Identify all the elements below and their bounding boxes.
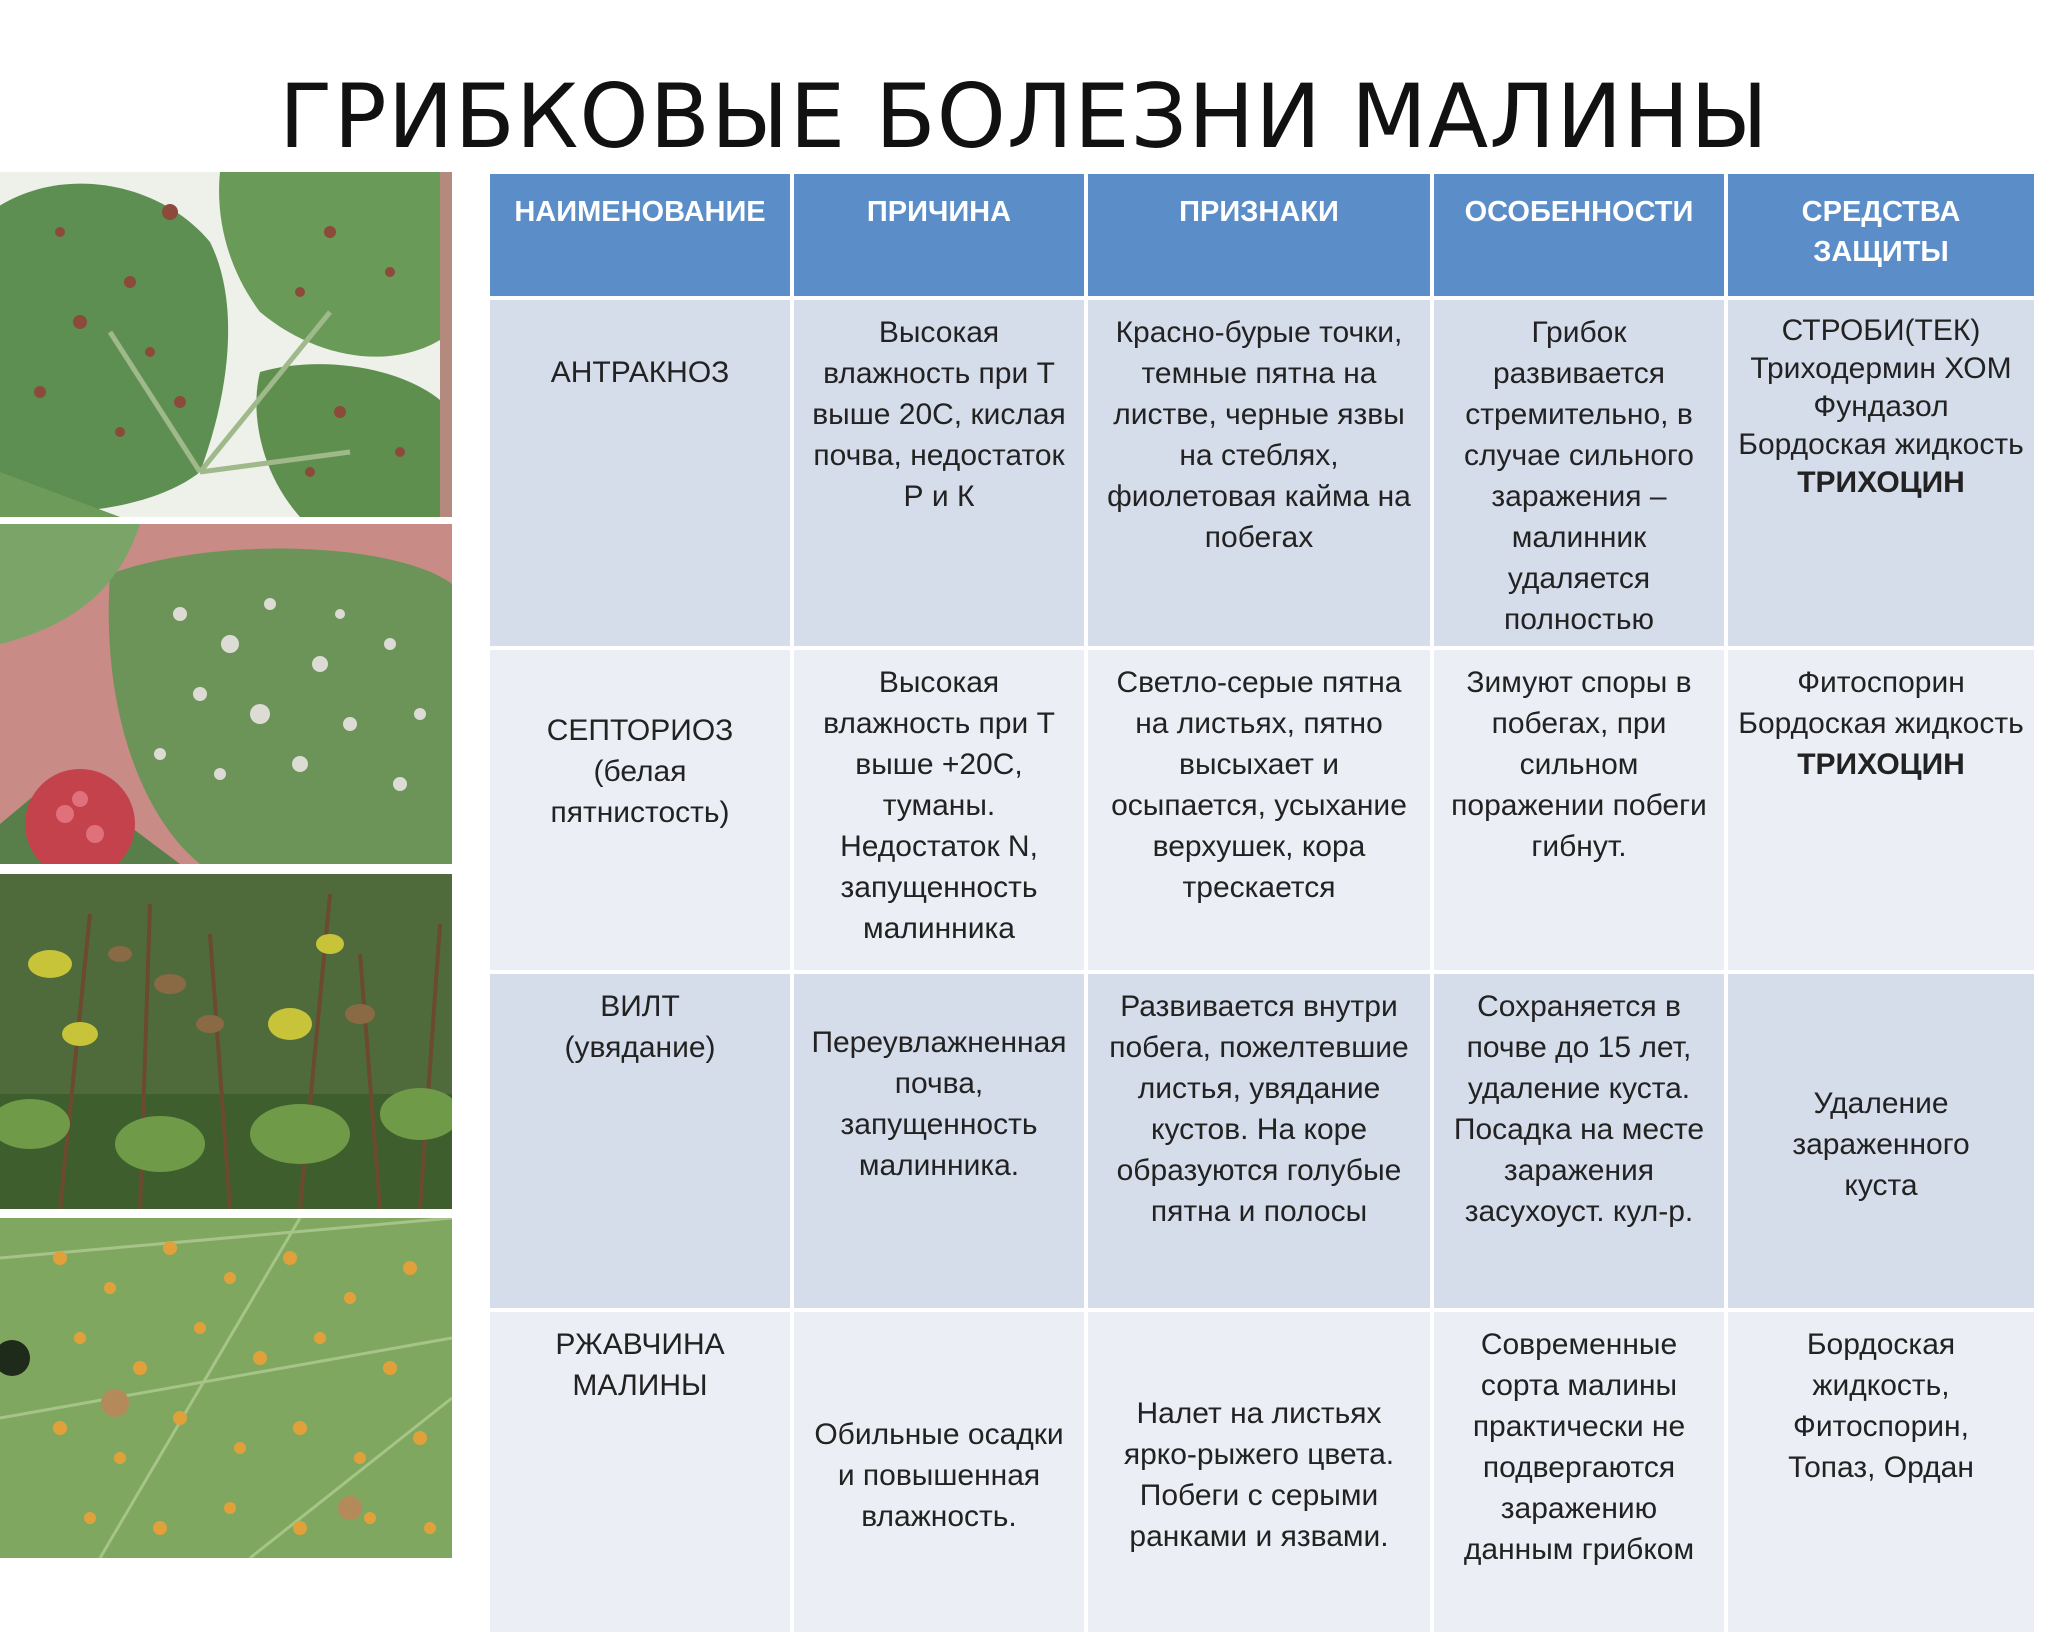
- protection-item: куста: [1844, 1168, 1918, 1202]
- signs-cell: Светло-серые пятна на листьях, пятно высыхает и осыпается, усыхание верхушек, кора трескается: [1088, 650, 1430, 970]
- rust-photo: [0, 1218, 452, 1558]
- protection-item: Топаз, Ордан: [1788, 1451, 1974, 1484]
- cause-cell: Обильные осадки и повышенная влажность.: [794, 1312, 1084, 1632]
- disease-name: МАЛИНЫ: [572, 1369, 708, 1402]
- protection-item: зараженного: [1792, 1127, 1970, 1161]
- disease-name: ВИЛТ: [600, 990, 680, 1023]
- signs-cell: Налет на листьях ярко-рыжего цвета. Побеги с серыми ранками и язвами.: [1088, 1312, 1430, 1632]
- protection-item: Триходермин ХОМ: [1750, 352, 2012, 385]
- column-header-signs: ПРИЗНАКИ: [1088, 174, 1430, 296]
- signs-cell: Красно-бурые точки, темные пятна на листве, черные язвы на стеблях, фиолетовая кайма на побегах: [1088, 300, 1430, 646]
- protection-cell: [1728, 300, 2034, 646]
- wilt-photo: [0, 874, 452, 1209]
- features-cell: Грибок развивается стремительно, в случае сильного заражения – малинник удаляется полностью: [1434, 300, 1724, 646]
- protection-item: Бордоская жидкость: [1738, 428, 2024, 461]
- features-cell: Зимуют споры в побегах, при сильном поражении побеги гибнут.: [1434, 650, 1724, 970]
- anthracnose-photo: [0, 172, 452, 517]
- features-cell: Сохраняется в почве до 15 лет, удаление куста. Посадка на месте заражения засухоуст. кул-р.: [1434, 974, 1724, 1308]
- cause-cell: Высокая влажность при Т выше +20С, туманы. Недостаток N, запущенность малинника: [794, 650, 1084, 970]
- septoria-photo: [0, 524, 452, 864]
- protection-cell: [1728, 1312, 2034, 1632]
- table-row: [490, 650, 2034, 970]
- table-row: [490, 974, 2034, 1308]
- disease-name: РЖАВЧИНА: [555, 1328, 725, 1361]
- table-header-row: [490, 174, 2034, 296]
- disease-name-cell: [490, 1312, 790, 1632]
- protection-item: СТРОБИ(ТЕК): [1781, 314, 1981, 347]
- disease-name: СЕПТОРИОЗ: [546, 714, 734, 747]
- protection-item: жидкость,: [1812, 1369, 1950, 1402]
- cause-cell: Высокая влажность при Т выше 20С, кислая почва, недостаток Р и К: [794, 300, 1084, 646]
- disease-name: АНТРАКНОЗ: [550, 356, 730, 389]
- protection-cell: [1728, 650, 2034, 970]
- disease-name-cell: [490, 300, 790, 646]
- page-title: ГРИБКОВЫЕ БОЛЕЗНИ МАЛИНЫ: [278, 65, 1769, 168]
- features-cell: Современные сорта малины практически не подвергаются заражению данным грибком: [1434, 1312, 1724, 1632]
- disease-name-cell: [490, 974, 790, 1308]
- table-row: [490, 1312, 2034, 1632]
- column-header-cause: ПРИЧИНА: [794, 174, 1084, 296]
- disease-name-cell: [490, 650, 790, 970]
- signs-cell: Развивается внутри побега, пожелтевшие листья, увядание кустов. На коре образуются голубые пятна и полосы: [1088, 974, 1430, 1308]
- protection-item: Фитоспорин: [1797, 666, 1965, 699]
- protection-item: Бордоская жидкость: [1738, 707, 2024, 740]
- protection-item: Бордоская: [1806, 1328, 1956, 1361]
- cause-cell: Переувлажненная почва, запущенность малинника.: [794, 974, 1084, 1308]
- column-header-features: ОСОБЕННОСТИ: [1434, 174, 1724, 296]
- table-row: [490, 300, 2034, 646]
- column-header-name: НАИМЕНОВАНИЕ: [490, 174, 790, 296]
- protection-item: Удаление: [1813, 1086, 1949, 1120]
- protection-item-bold: ТРИХОЦИН: [1797, 748, 1965, 781]
- protection-item: Фундазол: [1813, 390, 1949, 423]
- disease-name-note: пятнистость): [550, 796, 730, 829]
- protection-item: Фитоспорин,: [1793, 1410, 1969, 1443]
- disease-name-note: (белая: [593, 755, 687, 788]
- column-header-protection: СРЕДСТВА ЗАЩИТЫ: [1728, 174, 2034, 296]
- protection-item-bold: ТРИХОЦИН: [1797, 466, 1965, 499]
- protection-cell: [1728, 974, 2034, 1308]
- diseases-table: [486, 170, 2038, 1636]
- disease-name-note: (увядание): [564, 1031, 716, 1064]
